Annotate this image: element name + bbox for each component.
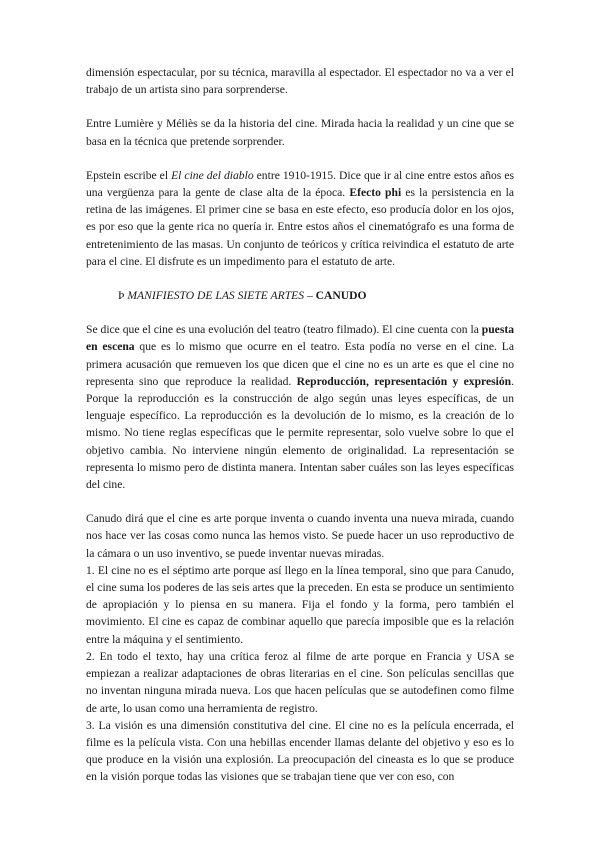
text-segment: es la persistencia en la retina de las imágenes. El primer cine se basa en este efecto, eso producía dolor en los ojos, es por eso que la gente rica no quería ir. Entre estos años el cinematógrafo es una forma de entretenimiento de las masas. Un conjunto de teóricos y crítica reivindica el estatuto de arte para el cine. El disfrute es un impedimento para el estatuto de arte. [86, 186, 514, 268]
paragraph-lumiere-melies: Entre Lumière y Méliès se da la historia del cine. Mirada hacia la realidad y un cine que se basa en la técnica que pretende sorprender. [86, 117, 514, 148]
text-segment: Se dice que el cine es una evolución del teatro (teatro filmado). El cine cuenta con la [86, 323, 482, 337]
bold-term-reproduccion: Reproducción, representación y expresión [296, 374, 512, 388]
paragraph-canudo: Canudo dirá que el cine es arte porque inventa o cuando inventa una nueva mirada, cuando nos hace ver las cosas como nunca las hemos visto. Se puede hacer un uso reproductivo de la cámara o un uso inventivo, se puede inventar nuevas miradas. [86, 512, 514, 560]
heading-title: MANIFIESTO DE LAS SIETE ARTES [127, 289, 305, 303]
bold-term-puesta-en-escena: puesta en escena [86, 323, 514, 354]
text-segment: . Porque la reproducción es la construcción de algo según unas leyes específicas, de un lenguaje específico. La reproducción es la devolución de lo mismo, es la creación de lo mismo. No tiene reglas específicas que le permite representar, solo vuelve sobre lo que el objetivo cambia. No interviene ningún elemento de originalidad. La representación se representa lo mismo pero de distinta manera. Intentan saber cuáles son las leyes específicas del cine. [86, 374, 514, 492]
bullet-mark: Þ [118, 289, 125, 303]
paragraph-point-1: 1. El cine no es el séptimo arte porque así llego en la línea temporal, sino que para Canudo, el cine suma los poderes de las seis artes que la preceden. En esta se produce un sentimiento de apropiación y lo piensa en su manera. Fija el fondo y la forma, pero también el movimiento. El cine es capaz de combinar aquello que parecía imposible que es la relación entre la máquina y el sentimiento. [86, 563, 514, 646]
text-segment: que es lo mismo que ocurre en el teatro. Esta podía no verse en el cine. La primera acusación que remueven los que dicen que el cine no es un arte es que el cine no representa sino que reproduce la realidad. [86, 340, 514, 388]
heading-author: CANUDO [315, 289, 367, 303]
paragraph-epstein [86, 167, 514, 270]
paragraph-point-2: 2. En todo el texto, hay una crítica feroz al filme de arte porque en Francia y USA se empiezan a realizar adaptaciones de obras literarias en el cine. Son películas sencillas que no inventan ninguna mirada nueva. Los que hacen películas que se autodefinen como filme de arte, lo usan como una herramienta de registro. [86, 649, 514, 715]
paragraph-teatro [86, 321, 514, 493]
book-title: El cine del diablo [171, 168, 254, 182]
paragraph-intro-continuation: dimensión espectacular, por su técnica, maravilla al espectador. El espectador no va a ver el trabajo de un artista sino para sorprenderse. [86, 66, 514, 97]
heading-dash: – [304, 289, 316, 303]
paragraph-point-3: 3. La visión es una dimensión constitutiva del cine. El cine no es la película encerrada, el filme es la película vista. Con una hebillas encender llamas delante del objetivo y eso es lo que produce en la visión una explosión. La preocupación del cineasta es lo que se produce en la visión porque todas las visiones que se trabajan tiene que ver con eso, con [86, 718, 514, 784]
text-segment: Epstein escribe el [86, 168, 172, 182]
bold-term-efecto-phi: Efecto phi [349, 186, 402, 200]
text-segment: entre 1910-1915. Dice que ir al cine entre estos años es una vergüenza para la gente de clase alta de la época. [86, 168, 515, 200]
section-heading [118, 287, 514, 304]
